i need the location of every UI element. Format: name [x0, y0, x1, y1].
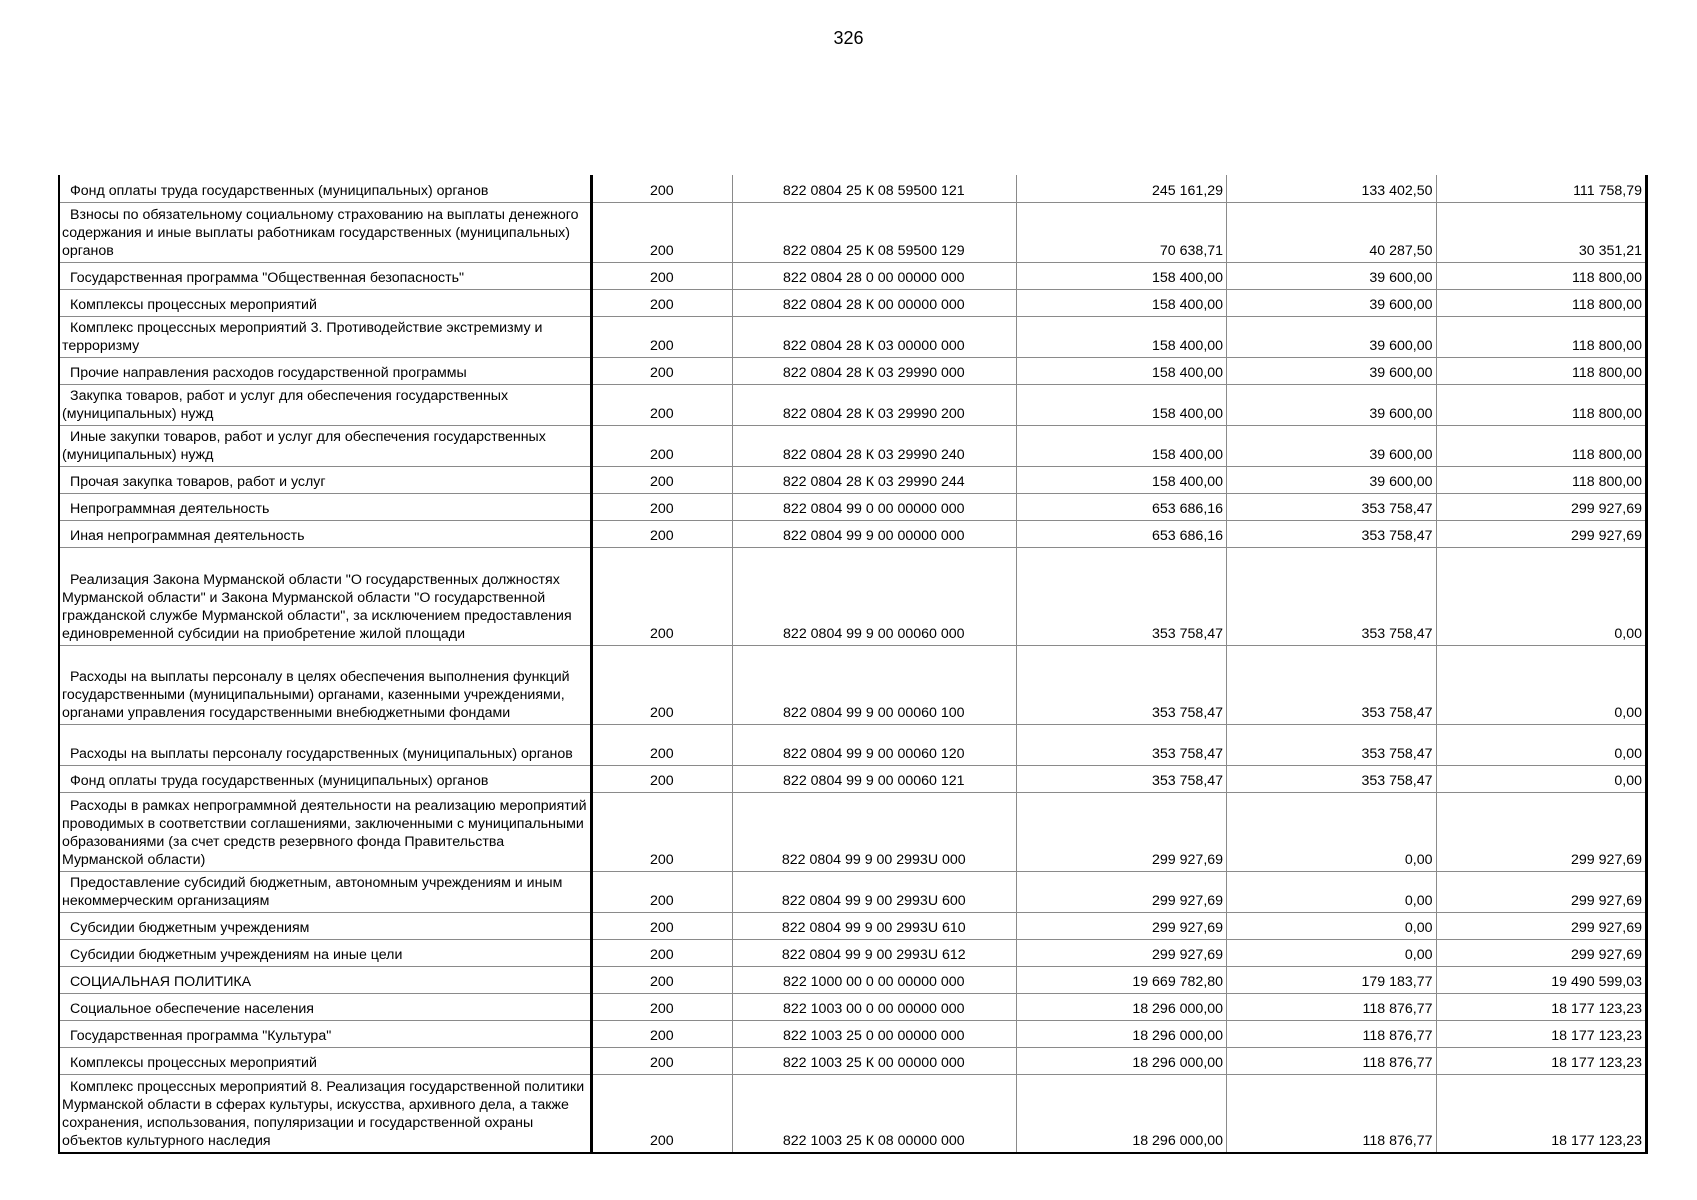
row-executed: 353 758,47 [1227, 645, 1436, 724]
row-executed: 39 600,00 [1227, 262, 1436, 289]
row-name: Прочая закупка товаров, работ и услуг [59, 466, 591, 493]
row-budget-code: 822 0804 28 К 03 29990 200 [732, 384, 1016, 425]
row-admin-code: 200 [591, 202, 732, 262]
table-row [59, 316, 1647, 357]
row-name: Фонд оплаты труда государственных (муниципальных) органов [59, 175, 591, 202]
table-row [59, 202, 1647, 262]
row-admin-code: 200 [591, 175, 732, 202]
row-admin-code: 200 [591, 765, 732, 792]
row-budget-code: 822 0804 99 9 00 2993U 000 [732, 792, 1016, 871]
row-remaining: 111 758,79 [1436, 175, 1647, 202]
row-budget-code: 822 0804 99 9 00 2993U 612 [732, 939, 1016, 966]
row-admin-code: 200 [591, 466, 732, 493]
row-name: Расходы на выплаты персоналу государственных (муниципальных) органов [59, 724, 591, 765]
row-admin-code: 200 [591, 262, 732, 289]
row-executed: 133 402,50 [1227, 175, 1436, 202]
table-row [59, 493, 1647, 520]
table-row [59, 262, 1647, 289]
row-executed: 118 876,77 [1227, 1074, 1436, 1153]
row-budget-code: 822 0804 99 9 00 00060 120 [732, 724, 1016, 765]
row-budget-code: 822 0804 99 9 00 00060 100 [732, 645, 1016, 724]
row-executed: 39 600,00 [1227, 466, 1436, 493]
table-row [59, 966, 1647, 993]
row-executed: 118 876,77 [1227, 1020, 1436, 1047]
row-budget-code: 822 1003 25 К 08 00000 000 [732, 1074, 1016, 1153]
row-budget-code: 822 0804 25 К 08 59500 129 [732, 202, 1016, 262]
row-remaining: 18 177 123,23 [1436, 993, 1647, 1020]
row-budget-code: 822 0804 28 К 03 29990 000 [732, 357, 1016, 384]
row-remaining: 118 800,00 [1436, 262, 1647, 289]
row-approved: 653 686,16 [1016, 493, 1226, 520]
row-remaining: 299 927,69 [1436, 939, 1647, 966]
row-executed: 0,00 [1227, 792, 1436, 871]
row-approved: 158 400,00 [1016, 316, 1226, 357]
row-approved: 19 669 782,80 [1016, 966, 1226, 993]
row-executed: 39 600,00 [1227, 425, 1436, 466]
row-executed: 0,00 [1227, 939, 1436, 966]
row-remaining: 299 927,69 [1436, 520, 1647, 547]
row-budget-code: 822 1003 00 0 00 00000 000 [732, 993, 1016, 1020]
row-executed: 118 876,77 [1227, 993, 1436, 1020]
table-row [59, 1020, 1647, 1047]
table-row [59, 871, 1647, 912]
row-executed: 39 600,00 [1227, 357, 1436, 384]
row-admin-code: 200 [591, 425, 732, 466]
row-executed: 179 183,77 [1227, 966, 1436, 993]
table-row [59, 993, 1647, 1020]
row-name: Непрограммная деятельность [59, 493, 591, 520]
row-approved: 70 638,71 [1016, 202, 1226, 262]
row-executed: 39 600,00 [1227, 316, 1436, 357]
table-row [59, 645, 1647, 724]
budget-table [58, 175, 1648, 1154]
table-row [59, 724, 1647, 765]
page-number: 326 [833, 28, 864, 48]
row-budget-code: 822 0804 99 9 00 00000 000 [732, 520, 1016, 547]
row-remaining: 118 800,00 [1436, 425, 1647, 466]
row-remaining: 30 351,21 [1436, 202, 1647, 262]
row-approved: 299 927,69 [1016, 871, 1226, 912]
row-remaining: 0,00 [1436, 547, 1647, 645]
row-budget-code: 822 0804 28 К 03 29990 244 [732, 466, 1016, 493]
row-approved: 18 296 000,00 [1016, 993, 1226, 1020]
row-remaining: 299 927,69 [1436, 792, 1647, 871]
row-admin-code: 200 [591, 520, 732, 547]
row-budget-code: 822 0804 99 9 00 00060 121 [732, 765, 1016, 792]
row-approved: 158 400,00 [1016, 357, 1226, 384]
row-remaining: 0,00 [1436, 645, 1647, 724]
row-executed: 39 600,00 [1227, 384, 1436, 425]
row-budget-code: 822 0804 28 0 00 00000 000 [732, 262, 1016, 289]
row-remaining: 19 490 599,03 [1436, 966, 1647, 993]
row-approved: 653 686,16 [1016, 520, 1226, 547]
row-name: Расходы в рамках непрограммной деятельности на реализацию мероприятий проводимых в соответствии соглашениями, заключенными с муниципальными образованиями (за счет средств резервного фонда Правительства Мурманской области) [59, 792, 591, 871]
row-executed: 39 600,00 [1227, 289, 1436, 316]
row-admin-code: 200 [591, 912, 732, 939]
table-body [59, 175, 1647, 1153]
row-admin-code: 200 [591, 724, 732, 765]
row-approved: 299 927,69 [1016, 939, 1226, 966]
row-remaining: 0,00 [1436, 765, 1647, 792]
table-row [59, 384, 1647, 425]
row-name: Закупка товаров, работ и услуг для обеспечения государственных (муниципальных) нужд [59, 384, 591, 425]
row-remaining: 0,00 [1436, 724, 1647, 765]
row-budget-code: 822 0804 99 9 00 00060 000 [732, 547, 1016, 645]
row-admin-code: 200 [591, 493, 732, 520]
row-name: Комплекс процессных мероприятий 8. Реализация государственной политики Мурманской области в сферах культуры, искусства, архивного дела, а также сохранения, использования, популяризации и государственной охраны объектов культурного наследия [59, 1074, 591, 1153]
row-name: Субсидии бюджетным учреждениям [59, 912, 591, 939]
row-approved: 353 758,47 [1016, 724, 1226, 765]
row-admin-code: 200 [591, 1020, 732, 1047]
row-budget-code: 822 0804 99 0 00 00000 000 [732, 493, 1016, 520]
row-admin-code: 200 [591, 993, 732, 1020]
row-remaining: 299 927,69 [1436, 871, 1647, 912]
row-executed: 0,00 [1227, 912, 1436, 939]
row-remaining: 118 800,00 [1436, 384, 1647, 425]
row-remaining: 118 800,00 [1436, 357, 1647, 384]
table-row [59, 547, 1647, 645]
table-row [59, 357, 1647, 384]
row-approved: 299 927,69 [1016, 912, 1226, 939]
row-budget-code: 822 1003 25 0 00 00000 000 [732, 1020, 1016, 1047]
row-budget-code: 822 1000 00 0 00 00000 000 [732, 966, 1016, 993]
row-executed: 118 876,77 [1227, 1047, 1436, 1074]
row-approved: 158 400,00 [1016, 466, 1226, 493]
row-executed: 0,00 [1227, 871, 1436, 912]
row-approved: 353 758,47 [1016, 765, 1226, 792]
table-row [59, 289, 1647, 316]
row-remaining: 299 927,69 [1436, 493, 1647, 520]
table-row [59, 1074, 1647, 1153]
row-name: Государственная программа "Общественная безопасность" [59, 262, 591, 289]
table-row [59, 425, 1647, 466]
row-remaining: 118 800,00 [1436, 316, 1647, 357]
row-admin-code: 200 [591, 1047, 732, 1074]
row-admin-code: 200 [591, 792, 732, 871]
row-remaining: 18 177 123,23 [1436, 1047, 1647, 1074]
row-admin-code: 200 [591, 357, 732, 384]
row-budget-code: 822 1003 25 К 00 00000 000 [732, 1047, 1016, 1074]
row-executed: 353 758,47 [1227, 493, 1436, 520]
row-remaining: 118 800,00 [1436, 289, 1647, 316]
row-executed: 353 758,47 [1227, 765, 1436, 792]
row-name: Социальное обеспечение населения [59, 993, 591, 1020]
row-budget-code: 822 0804 25 К 08 59500 121 [732, 175, 1016, 202]
row-executed: 353 758,47 [1227, 520, 1436, 547]
row-budget-code: 822 0804 28 К 00 00000 000 [732, 289, 1016, 316]
row-remaining: 299 927,69 [1436, 912, 1647, 939]
row-approved: 18 296 000,00 [1016, 1020, 1226, 1047]
row-approved: 299 927,69 [1016, 792, 1226, 871]
row-name: Предоставление субсидий бюджетным, автономным учреждениям и иным некоммерческим организациям [59, 871, 591, 912]
row-executed: 353 758,47 [1227, 724, 1436, 765]
row-name: Прочие направления расходов государственной программы [59, 357, 591, 384]
row-name: Комплекс процессных мероприятий 3. Противодействие экстремизму и терроризму [59, 316, 591, 357]
row-admin-code: 200 [591, 547, 732, 645]
table-row [59, 765, 1647, 792]
row-approved: 158 400,00 [1016, 425, 1226, 466]
table-row [59, 792, 1647, 871]
row-name: Субсидии бюджетным учреждениям на иные цели [59, 939, 591, 966]
row-name: Реализация Закона Мурманской области "О государственных должностях Мурманской области" и Закона Мурманской области "О государственной гражданской службе Мурманской области", за исключением предоставления единовременной субсидии на приобретение жилой площади [59, 547, 591, 645]
row-name: Взносы по обязательному социальному страхованию на выплаты денежного содержания и иные выплаты работникам государственных (муниципальных) органов [59, 202, 591, 262]
row-budget-code: 822 0804 99 9 00 2993U 600 [732, 871, 1016, 912]
row-approved: 353 758,47 [1016, 645, 1226, 724]
row-remaining: 118 800,00 [1436, 466, 1647, 493]
row-name: Фонд оплаты труда государственных (муниципальных) органов [59, 765, 591, 792]
table-row [59, 175, 1647, 202]
row-admin-code: 200 [591, 645, 732, 724]
table-row [59, 939, 1647, 966]
row-approved: 245 161,29 [1016, 175, 1226, 202]
row-name: Иные закупки товаров, работ и услуг для обеспечения государственных (муниципальных) нужд [59, 425, 591, 466]
row-remaining: 18 177 123,23 [1436, 1074, 1647, 1153]
row-admin-code: 200 [591, 1074, 732, 1153]
row-budget-code: 822 0804 28 К 03 29990 240 [732, 425, 1016, 466]
row-approved: 158 400,00 [1016, 262, 1226, 289]
row-approved: 353 758,47 [1016, 547, 1226, 645]
row-name: Иная непрограммная деятельность [59, 520, 591, 547]
row-approved: 158 400,00 [1016, 289, 1226, 316]
row-admin-code: 200 [591, 289, 732, 316]
row-name: Расходы на выплаты персоналу в целях обеспечения выполнения функций государственными (муниципальными) органами, казенными учреждениями, органами управления государственными внебюджетными фондами [59, 645, 591, 724]
row-approved: 18 296 000,00 [1016, 1047, 1226, 1074]
row-admin-code: 200 [591, 384, 732, 425]
row-approved: 18 296 000,00 [1016, 1074, 1226, 1153]
row-executed: 353 758,47 [1227, 547, 1436, 645]
row-budget-code: 822 0804 28 К 03 00000 000 [732, 316, 1016, 357]
table-row [59, 466, 1647, 493]
table-row [59, 520, 1647, 547]
row-name: Государственная программа "Культура" [59, 1020, 591, 1047]
row-admin-code: 200 [591, 316, 732, 357]
row-admin-code: 200 [591, 871, 732, 912]
row-admin-code: 200 [591, 939, 732, 966]
row-name: Комплексы процессных мероприятий [59, 289, 591, 316]
row-name: Комплексы процессных мероприятий [59, 1047, 591, 1074]
row-executed: 40 287,50 [1227, 202, 1436, 262]
row-remaining: 18 177 123,23 [1436, 1020, 1647, 1047]
row-admin-code: 200 [591, 966, 732, 993]
table-row [59, 1047, 1647, 1074]
row-budget-code: 822 0804 99 9 00 2993U 610 [732, 912, 1016, 939]
row-name: СОЦИАЛЬНАЯ ПОЛИТИКА [59, 966, 591, 993]
table-row [59, 912, 1647, 939]
row-approved: 158 400,00 [1016, 384, 1226, 425]
